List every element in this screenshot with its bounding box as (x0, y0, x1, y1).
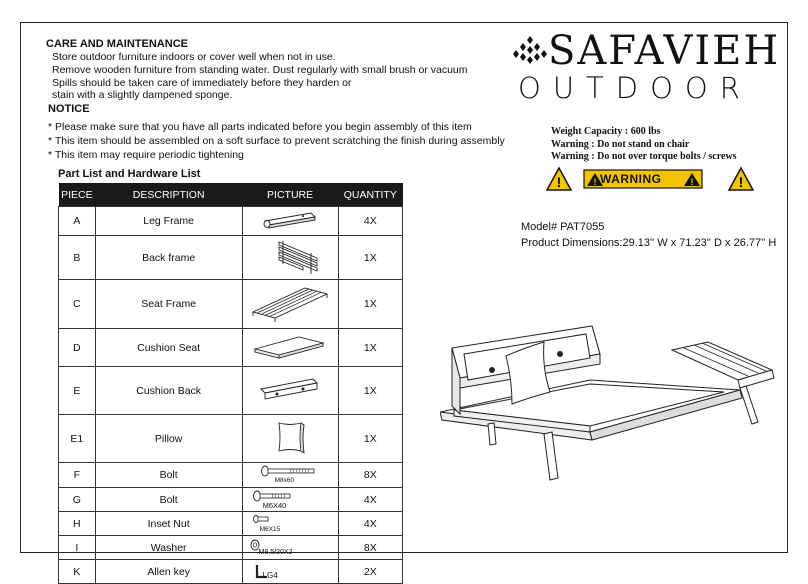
piece-id: D (59, 329, 96, 367)
table-row (59, 280, 403, 329)
part-quantity: 8X (338, 463, 402, 488)
part-quantity: 8X (338, 536, 402, 560)
part-description: Allen key (95, 560, 242, 584)
svg-text:!: ! (593, 177, 597, 187)
back-frame-icon (243, 236, 338, 276)
warning-line: Warning : Do not stand on chair (551, 139, 690, 150)
table-row (59, 207, 403, 236)
seat-frame-icon (243, 280, 338, 325)
part-description: Cushion Seat (95, 329, 242, 367)
part-quantity: 1X (338, 367, 402, 415)
parts-table-title: Part List and Hardware List (58, 168, 201, 180)
piece-id: G (59, 488, 96, 512)
table-row (59, 367, 403, 415)
part-description: Bolt (95, 488, 242, 512)
warning-triangle-icon (547, 168, 571, 190)
brand-logo-icon (513, 34, 547, 68)
svg-text:!: ! (690, 177, 694, 187)
warning-triangle-icon (729, 168, 753, 190)
piece-id: H (59, 512, 96, 536)
table-row (59, 536, 403, 560)
allen-key-icon (243, 561, 338, 583)
care-line: Store outdoor furniture indoors or cover well when not in use. (52, 51, 336, 63)
part-description: Cushion Back (95, 367, 242, 415)
part-size-label: M8.5/20X2 (258, 548, 293, 556)
part-quantity: 4X (338, 512, 402, 536)
bolt-icon (243, 489, 338, 511)
part-quantity: 1X (338, 280, 402, 329)
part-description: Seat Frame (95, 280, 242, 329)
piece-id: F (59, 463, 96, 488)
part-description: Leg Frame (95, 207, 242, 236)
header-picture: PICTURE (242, 183, 338, 207)
table-row (59, 488, 403, 512)
table-row (59, 415, 403, 463)
table-header-row (59, 183, 403, 207)
product-dimensions: Product Dimensions:29.13'' W x 71.23'' D x 26.77'' H (521, 237, 777, 249)
care-line: stain with a slightly dampened sponge. (52, 89, 233, 101)
brand-name: SAFAVIEH (548, 28, 781, 74)
piece-id: K (59, 560, 96, 584)
notice-line: * Please make sure that you have all parts indicated before you begin assembly of this item (48, 121, 472, 133)
part-description: Washer (95, 536, 242, 560)
part-size-label: M6X40 (262, 500, 287, 510)
part-size-label: M6X15 (259, 525, 281, 533)
header-piece: PIECE (59, 183, 96, 207)
table-row (59, 560, 403, 584)
piece-id: E1 (59, 415, 96, 463)
piece-id: I (59, 536, 96, 560)
svg-text:!: ! (556, 174, 562, 190)
cushion-seat-icon (243, 329, 338, 363)
part-quantity: 1X (338, 329, 402, 367)
part-quantity: 1X (338, 236, 402, 280)
model-number: Model# PAT7055 (521, 221, 605, 233)
table-row (59, 329, 403, 367)
svg-text:!: ! (738, 174, 744, 190)
notice-line: * This item should be assembled on a soft surface to prevent scratching the finish during assembly (48, 135, 505, 147)
warning-line: Warning : Do not over torque bolts / screws (551, 151, 737, 162)
table-row (59, 236, 403, 280)
part-description: Pillow (95, 415, 242, 463)
part-size-label: LG4 (262, 570, 278, 580)
care-line: Spills should be taken care of immediately before they harden or (52, 77, 352, 89)
care-line: Remove wooden furniture from standing water. Dust regularly with small brush or vacuum (52, 64, 468, 76)
care-title: CARE AND MAINTENANCE (46, 38, 188, 50)
part-quantity: 1X (338, 415, 402, 463)
table-row (59, 512, 403, 536)
table-row (59, 463, 403, 488)
header-description: DESCRIPTION (95, 183, 242, 207)
part-description: Inset Nut (95, 512, 242, 536)
weight-capacity: Weight Capacity : 600 lbs (551, 126, 661, 137)
notice-title: NOTICE (48, 103, 90, 115)
header-quantity: QUANTITY (338, 183, 402, 207)
piece-id: B (59, 236, 96, 280)
chaise-lounge-illustration (440, 318, 780, 488)
inset-nut-icon (243, 513, 338, 535)
pillow-icon (243, 415, 338, 459)
part-quantity: 2X (338, 560, 402, 584)
piece-id: A (59, 207, 96, 236)
warning-banner-text: WARNING (600, 172, 662, 186)
part-size-label: M8x60 (274, 476, 295, 484)
brand-subname: OUTDOOR (518, 71, 752, 105)
cushion-back-icon (243, 367, 338, 411)
parts-table (58, 183, 403, 584)
leg-frame-icon (243, 207, 338, 232)
part-quantity: 4X (338, 207, 402, 236)
part-quantity: 4X (338, 488, 402, 512)
part-description: Bolt (95, 463, 242, 488)
piece-id: C (59, 280, 96, 329)
part-description: Back frame (95, 236, 242, 280)
piece-id: E (59, 367, 96, 415)
notice-line: * This item may require periodic tightening (48, 149, 244, 161)
